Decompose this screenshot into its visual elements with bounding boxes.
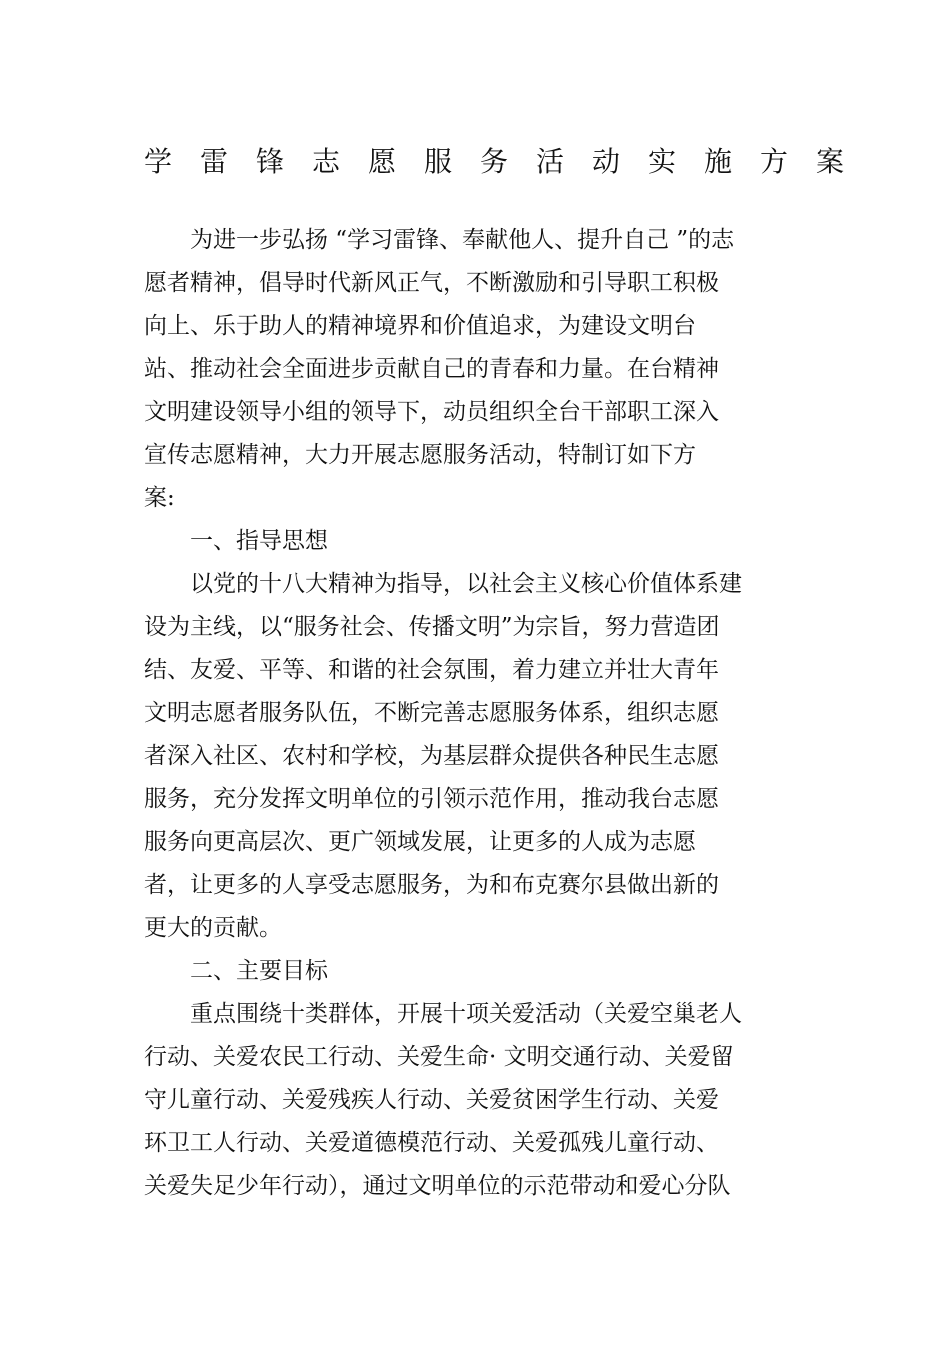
- paragraph-line: 愿者精神，倡导时代新风正气，不断激励和引导职工积极: [144, 270, 719, 296]
- paragraph-line: 关爱失足少年行动），通过文明单位的示范带动和爱心分队: [144, 1173, 731, 1199]
- paragraph-line: 重点围绕十类群体，开展十项关爱活动（关爱空巢老人: [190, 1001, 742, 1027]
- document-title: 学雷锋志愿服务活动实施方案: [144, 145, 873, 178]
- paragraph-line: 设为主线，以“服务社会、传播文明”为宗旨，努力营造团: [144, 614, 720, 640]
- paragraph-line: 宣传志愿精神，大力开展志愿服务活动，特制订如下方: [144, 442, 696, 468]
- paragraph-line: 结、友爱、平等、和谐的社会氛围，着力建立并壮大青年: [144, 657, 719, 683]
- paragraph-line: 环卫工人行动、关爱道德模范行动、关爱孤残儿童行动、: [144, 1130, 719, 1156]
- paragraph-line: 为进一步弘扬 “学习雷锋、奉献他人、提升自己 ”的志: [190, 227, 735, 253]
- paragraph-line: 以党的十八大精神为指导，以社会主义核心价值体系建: [190, 571, 742, 597]
- paragraph-line: 更大的贡献。: [144, 915, 282, 941]
- paragraph-line: 文明志愿者服务队伍，不断完善志愿服务体系，组织志愿: [144, 700, 719, 726]
- paragraph-line: 者深入社区、农村和学校，为基层群众提供各种民生志愿: [144, 743, 719, 769]
- section-heading: 二、主要目标: [190, 958, 328, 984]
- section-heading: 一、指导思想: [190, 528, 328, 554]
- paragraph-line: 站、推动社会全面进步贡献自己的青春和力量。在台精神: [144, 356, 719, 382]
- paragraph-line: 向上、乐于助人的精神境界和价值追求，为建设文明台: [144, 313, 696, 339]
- paragraph-line: 服务向更高层次、更广领域发展，让更多的人成为志愿: [144, 829, 696, 855]
- paragraph-line: 文明建设领导小组的领导下，动员组织全台干部职工深入: [144, 399, 719, 425]
- paragraph-line: 服务，充分发挥文明单位的引领示范作用，推动我台志愿: [144, 786, 719, 812]
- paragraph-line: 守儿童行动、关爱残疾人行动、关爱贫困学生行动、关爱: [144, 1087, 719, 1113]
- paragraph-line: 案:: [144, 485, 175, 511]
- paragraph-line: 者，让更多的人享受志愿服务，为和布克赛尔县做出新的: [144, 872, 719, 898]
- paragraph-line: 行动、关爱农民工行动、关爱生命· 文明交通行动、关爱留: [144, 1044, 734, 1070]
